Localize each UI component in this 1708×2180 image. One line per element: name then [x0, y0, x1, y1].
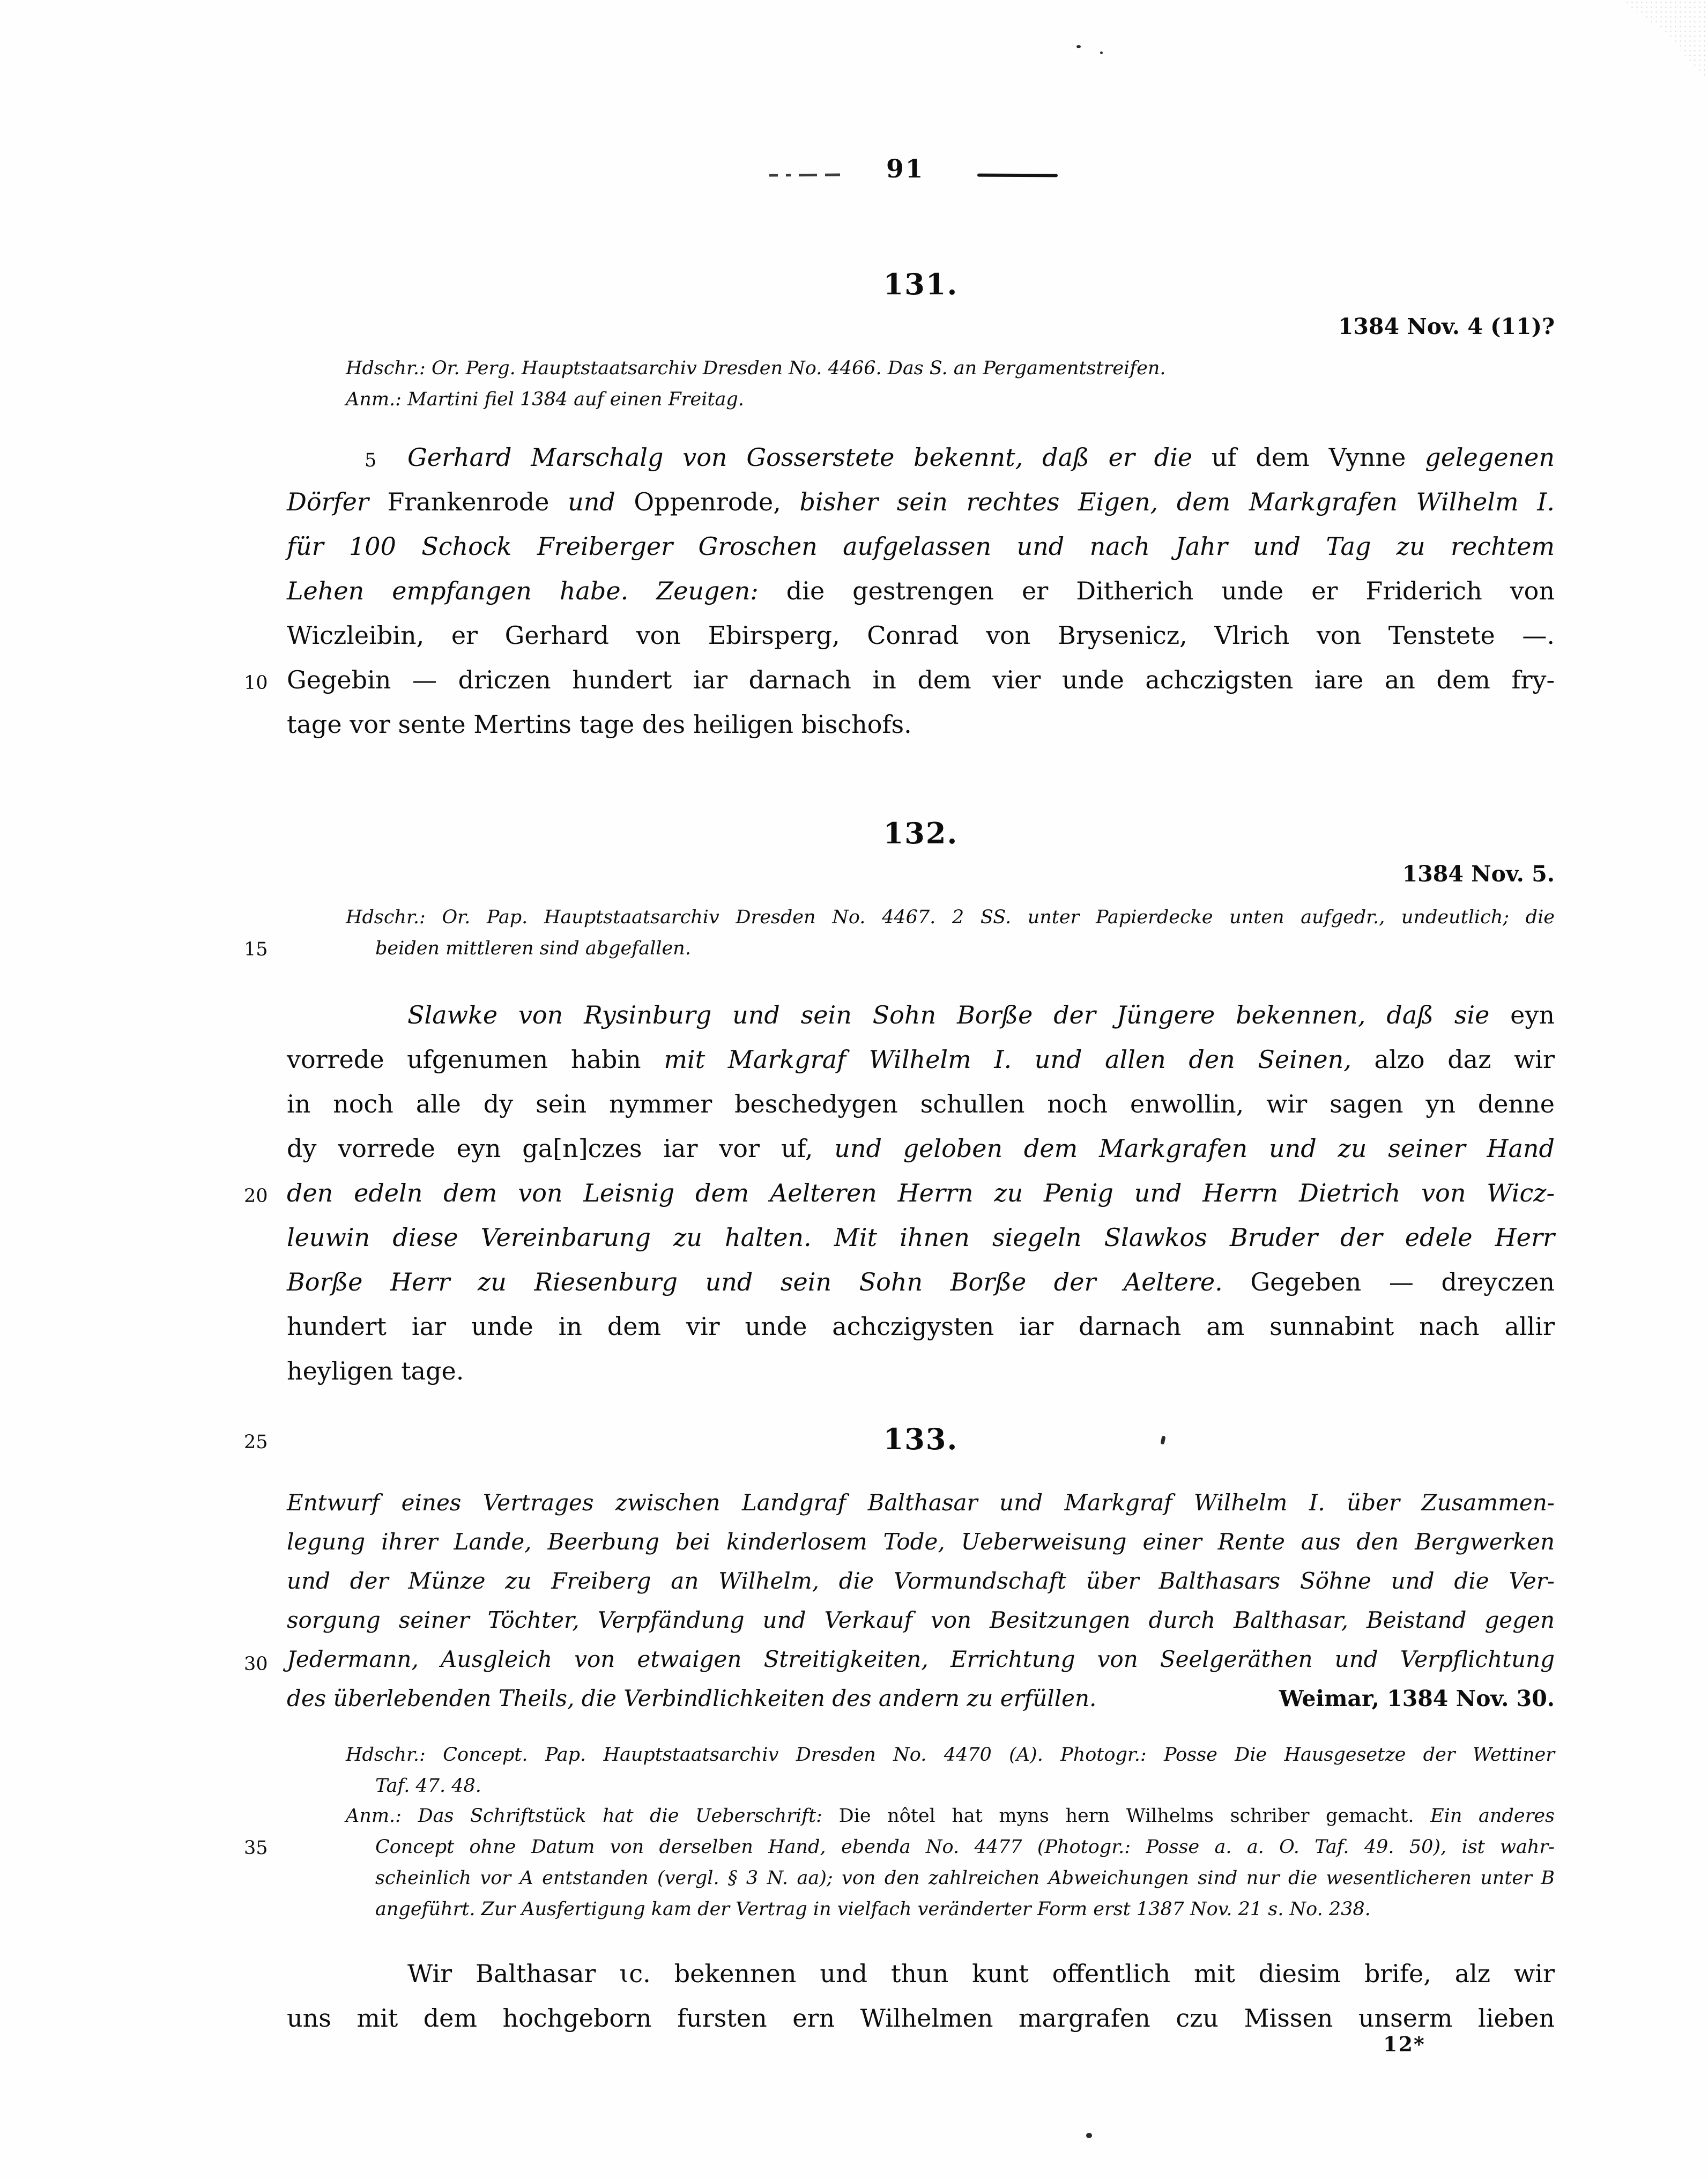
entry-date-132: 1384 Nov. 5. [1402, 861, 1555, 887]
text-line [244, 1640, 1555, 1679]
text-line [287, 1126, 1555, 1171]
text-line [287, 1952, 1555, 1996]
text-segment: leuwin diese Vereinbarung zu halten. Mit ihnen siegeln Slawkos Bruder der edele Herr [287, 1223, 1555, 1252]
entry-date-inline: Weimar, 1384 Nov. 30. [1279, 1686, 1555, 1711]
text-line [287, 993, 1555, 1037]
text-line [287, 1483, 1555, 1522]
page-number: 91 [886, 154, 925, 184]
entry-133-hdschr-note [346, 1739, 1555, 1801]
text-segment: und der Münze zu Freiberg an Wilhelm, die Vormundschaft über Balthasars Söhne und die Ver- [287, 1568, 1555, 1594]
text-segment: Frankenrode [387, 487, 568, 516]
text-segment: für 100 Schock Freiberger Groschen aufgelassen und nach Jahr und Tag zu rechtem [287, 532, 1555, 561]
text-segment: sorgung seiner Töchter, Verpfändung und Verkauf von Besitzungen durch Balthasar, Beistand gegen [287, 1607, 1555, 1633]
text-segment: Gegeben — dreyczen [1250, 1267, 1555, 1296]
text-segment: Anm.: Das Schriftstück hat die Ueberschrift: [346, 1805, 839, 1827]
text-segment: tage vor sente Mertins tage des heiligen bischofs. [287, 710, 912, 739]
text-segment: Anm.: Martini fiel 1384 auf einen Freitag. [346, 389, 744, 410]
text-segment: scheinlich vor A entstanden (vergl. § 3 N. aa); von den zahlreichen Abweichungen sind nur die wesentlicheren unter B [375, 1867, 1555, 1889]
text-line [346, 1739, 1555, 1770]
text-segment: Gegebin — driczen hundert iar darnach in dem vier unde achczigsten iare an dem fry- [287, 665, 1555, 694]
entry-heading-131: 131. [883, 267, 959, 301]
text-segment: hundert iar unde in dem vir unde achczigysten iar darnach am sunnabint nach allir [287, 1312, 1555, 1341]
text-segment: den edeln dem von Leisnig dem Aelteren Herrn zu Penig und Herrn Dietrich von Wicz- [287, 1178, 1555, 1207]
text-line [287, 1304, 1555, 1349]
text-line-left-group [287, 1679, 1096, 1718]
text-segment: Hdschr.: Or. Perg. Hauptstaatsarchiv Dresden No. 4466. Das S. an Pergamentstreifen. [346, 358, 1166, 379]
text-segment: Gerhard Marschalg von Gosserstete bekennt, daß er die [407, 443, 1212, 472]
text-segment: Wiczleibin, er Gerhard von Ebirsperg, Conrad von Brysenicz, Vlrich von Tenstete —. [287, 621, 1555, 650]
text-segment: Oppenrode, [634, 487, 800, 516]
header-rule-right [977, 174, 1058, 177]
text-line [287, 1996, 1555, 2041]
text-segment: heyligen tage. [287, 1356, 464, 1385]
text-line [287, 524, 1555, 569]
text-segment: beiden mittleren sind abgefallen. [375, 938, 691, 959]
text-segment: gelegenen [1425, 443, 1555, 472]
text-segment: Slawke von Rysinburg und sein Sohn Borße der Jüngere bekennen, daß sie [407, 1000, 1511, 1029]
text-segment: bisher sein rechtes Eigen, dem Markgrafen Wilhelm I. [799, 487, 1555, 516]
text-segment: Wir Balthasar ɩc. bekennen und thun kunt offentlich mit diesim brife, alz wir [407, 1959, 1555, 1988]
text-segment: mit Markgraf Wilhelm I. und allen den Seinen, [664, 1045, 1375, 1074]
text-line [346, 1800, 1555, 1832]
text-line [287, 1600, 1555, 1640]
text-segment: uns mit dem hochgeborn fursten ern Wilhelmen margrafen czu Missen unserm lieben [287, 2004, 1555, 2033]
margin-line-number: 20 [244, 1185, 268, 1207]
text-segment: und [568, 487, 634, 516]
margin-line-number: 5 [365, 450, 377, 471]
entry-132-source-notes [244, 902, 1555, 964]
margin-line-number: 35 [244, 1837, 268, 1859]
text-segment: des überlebenden Theils, die Verbindlichkeiten des andern zu erfüllen. [287, 1685, 1097, 1711]
text-line [287, 1082, 1555, 1126]
text-segment: Ein anderes [1430, 1805, 1555, 1827]
text-line [287, 702, 1555, 747]
margin-line-number: 25 [244, 1432, 268, 1453]
text-line [346, 1894, 1555, 1925]
text-line [244, 658, 1555, 702]
printer-signature-mark: 12* [1383, 2032, 1425, 2056]
text-segment: eyn [1510, 1000, 1555, 1029]
text-line [244, 1832, 1555, 1863]
text-segment: Lehen empfangen habe. Zeugen: [287, 576, 786, 605]
text-line [287, 1260, 1555, 1304]
text-segment: angeführt. Zur Ausfertigung kam der Vertrag in vielfach veränderter Form erst 1387 Nov. 21 s. No. 238. [375, 1899, 1371, 1920]
text-segment: Hdschr.: Or. Pap. Hauptstaatsarchiv Dresden No. 4467. 2 SS. unter Papierdecke unten aufgedr., undeutlich; die [346, 907, 1555, 928]
text-segment: Hdschr.: Concept. Pap. Hauptstaatsarchiv Dresden No. 4470 (A). Photogr.: Posse Die Hausgesetze der Wettiner [346, 1744, 1555, 1766]
text-segment: vorrede ufgenumen habin [287, 1045, 664, 1074]
text-segment: alzo daz wir [1374, 1045, 1555, 1074]
header-dash-left [769, 174, 840, 177]
text-segment: in noch alle dy sein nymmer beschedygen schullen noch enwollin, wir sagen yn denne [287, 1089, 1555, 1118]
text-line [346, 353, 1555, 384]
text-segment: Jedermann, Ausgleich von etwaigen Streitigkeiten, Errichtung von Seelgeräthen und Verpflichtung [287, 1646, 1555, 1672]
entry-131-body [244, 435, 1555, 747]
text-line [287, 1349, 1555, 1393]
text-segment: Die nôtel hat myns hern Wilhelms schriber gemacht. [838, 1805, 1431, 1827]
text-segment: Concept ohne Datum von derselben Hand, ebenda No. 4477 (Photogr.: Posse a. a. O. Taf. 49. 50), ist wahr- [375, 1836, 1555, 1858]
entry-131-source-notes [346, 353, 1555, 415]
text-segment: Entwurf eines Vertrages zwischen Landgraf Balthasar und Markgraf Wilhelm I. über Zusammen- [287, 1489, 1555, 1516]
margin-line-number: 30 [244, 1653, 268, 1675]
text-line [346, 902, 1555, 933]
text-line [346, 384, 1555, 415]
text-line [287, 1522, 1555, 1561]
text-segment: Taf. 47. 48. [375, 1775, 481, 1797]
text-line [287, 1561, 1555, 1600]
text-segment: Dörfer [287, 487, 388, 516]
text-line [346, 1863, 1555, 1894]
text-line [287, 569, 1555, 613]
text-line [287, 1679, 1555, 1718]
text-segment: die gestrengen er Ditherich unde er Friderich von [786, 576, 1555, 605]
text-line [346, 1770, 1555, 1801]
entry-heading-row-133 [244, 1422, 1555, 1456]
entry-heading-132: 132. [883, 816, 959, 850]
margin-line-number: 10 [244, 672, 268, 694]
text-line [287, 480, 1555, 524]
entry-heading-133: 133. [883, 1422, 959, 1456]
entry-date-131: 1384 Nov. 4 (11)? [1338, 314, 1555, 339]
text-line [287, 435, 1555, 480]
page-header [287, 154, 1555, 192]
entry-132-body [244, 993, 1555, 1393]
text-line [244, 933, 1555, 964]
scan-noise-patch [1601, 0, 1708, 80]
text-segment: dy vorrede eyn ga[n]czes iar vor uf, [287, 1134, 835, 1163]
text-segment: legung ihrer Lande, Beerbung bei kinderlosem Tode, Ueberweisung einer Rente aus den Bergwerken [287, 1529, 1555, 1555]
text-column [244, 0, 1555, 2180]
text-segment: Borße Herr zu Riesenburg und sein Sohn Borße der Aeltere. [287, 1267, 1251, 1296]
entry-133-body [287, 1952, 1555, 2041]
entry-133-anm-note [244, 1800, 1555, 1925]
text-line [287, 1037, 1555, 1082]
text-segment: und geloben dem Markgrafen und zu seiner Hand [834, 1134, 1555, 1163]
margin-line-number: 15 [244, 939, 268, 960]
text-line [287, 1215, 1555, 1260]
text-segment: uf dem Vynne [1211, 443, 1425, 472]
text-line [287, 613, 1555, 658]
entry-133-summary [244, 1483, 1555, 1718]
text-line [244, 1171, 1555, 1215]
